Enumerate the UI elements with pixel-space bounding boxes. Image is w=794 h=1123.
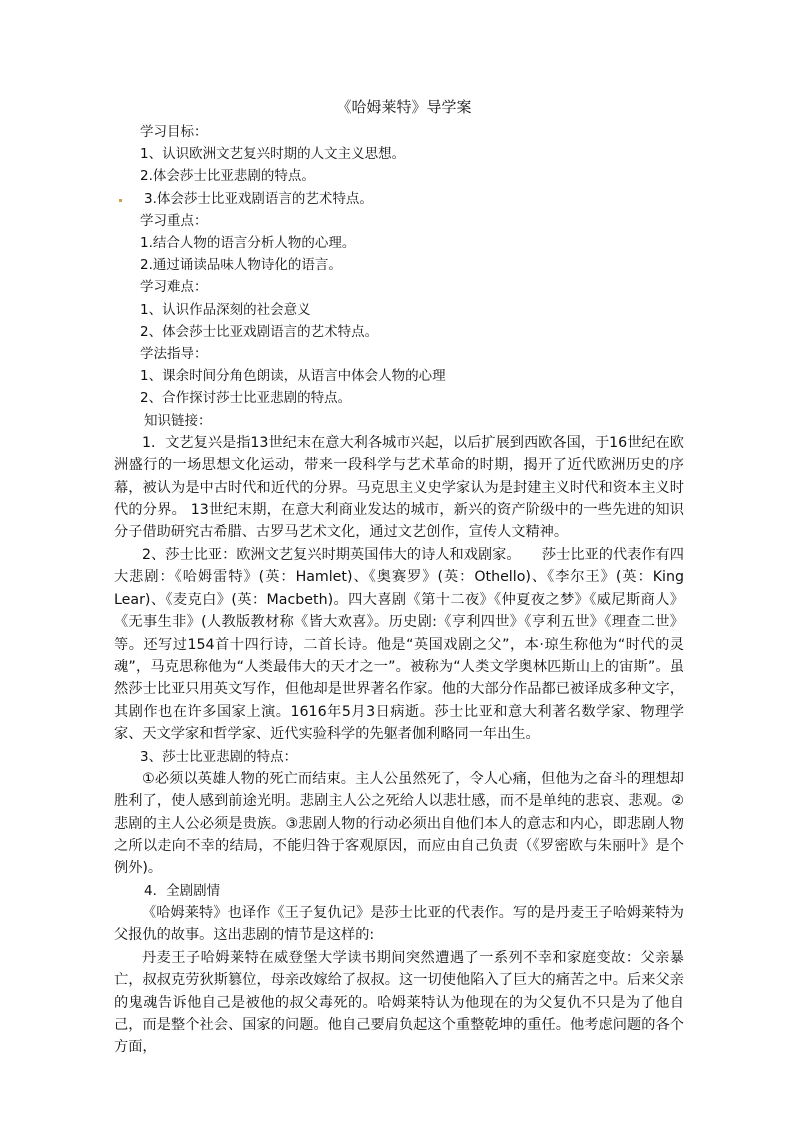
plot-intro-paragraph: 《哈姆莱特》也译作《王子复仇记》是莎士比亚的代表作。写的是丹麦王子哈姆莱特为父报仇的故事。这出悲剧的情节是这样的: bbox=[114, 904, 684, 944]
objectives-heading: 学习目标： bbox=[140, 124, 208, 140]
shakespeare-paragraph: 2、莎士比亚：欧洲文艺复兴时期英国伟大的诗人和戏剧家。 莎士比亚的代表作有四大悲剧：《哈姆雷特》(英：Hamlet)、《奥赛罗》(英：Othello)、《李尔王》(英：King Lear)、《麦克白》(英：Macbeth)。四大喜剧《第十二夜》《仲夏夜之梦》《威尼斯商人》《无事生非》(人教版教材称《皆大欢喜》。历史剧:《亨利四世》《亨利五世》《理查二世》等。还写过154首十四行诗，二首长诗。他是“英国戏剧之父”，本·琼生称他为“时代的灵魂”，马克思称他为“人类最伟大的天才之一”。被称为“人类文学奥林匹斯山上的宙斯”。虽然莎士比亚只用英文写作，但他却是世界著名作家。他的大部分作品都已被译成多种文字，其剧作也在许多国家上演。1616年5月3日病逝。莎士比亚和意大利著名数学家、物理学家、天文学家和哲学家、近代实验科学的先躯者伽利略同一年出生。 bbox=[114, 546, 684, 743]
objective-item-1: 1、认识欧洲文艺复兴时期的人文主义思想。 bbox=[140, 146, 406, 163]
objective-item-3: 3.体会莎士比亚戏剧语言的艺术特点。 bbox=[144, 190, 373, 207]
method-heading: 学法指导： bbox=[140, 346, 208, 363]
difficulties-heading: 学习难点： bbox=[140, 279, 208, 296]
renaissance-paragraph: 1．文艺复兴是指13世纪末在意大利各城市兴起，以后扩展到西欧各国，于16世纪在欧洲盛行的一场思想文化运动，带来一段科学与艺术革命的时期，揭开了近代欧洲历史的序幕，被认为是中古时代和近代的分界。马克思主义史学家认为是封建主义时代和资本主义时代的分界。 13世纪末期，在意大利商业发达的城市，新兴的资产阶级中的一些先进的知识分子借助研究古希腊、古罗马艺术文化，通过文艺创作，宣传人文精神。 bbox=[114, 434, 684, 541]
method-item-2: 2、合作探讨莎士比亚悲剧的特点。 bbox=[140, 390, 352, 407]
method-item-1: 1、课余时间分角色朗读，从语言中体会人物的心理 bbox=[140, 368, 446, 385]
document-page bbox=[114, 96, 684, 1059]
difficulty-item-1: 1、认识作品深刻的社会意义 bbox=[140, 301, 311, 318]
difficulty-item-2: 2、体会莎士比亚戏剧语言的艺术特点。 bbox=[140, 323, 379, 340]
key-point-item-1: 1.结合人物的语言分析人物的心理。 bbox=[140, 235, 356, 252]
key-point-item-2: 2.通过诵读品味人物诗化的语言。 bbox=[140, 257, 342, 274]
plot-summary-paragraph: 丹麦王子哈姆莱特在威登堡大学读书期间突然遭遇了一系列不幸和家庭变故：父亲暴亡，叔叔克劳狄斯篡位，母亲改嫁给了叔叔。这一切使他陷入了巨大的痛苦之中。后来父亲的鬼魂告诉他自己是被他的叔父毒死的。哈姆莱特认为他现在的为父复仇不只是为了他自己，而是整个社会、国家的问题。他自己要肩负起这个重整乾坤的重任。他考虑问题的各个方面， bbox=[114, 949, 684, 1056]
tragedy-features-paragraph: ①必须以英雄人物的死亡而结束。主人公虽然死了，令人心痛，但他为之奋斗的理想却胜利了，使人感到前途光明。悲剧主人公之死给人以悲壮感，而不是单纯的悲哀、悲观。②悲剧的主人公必须是贵族。③悲剧人物的行动必须出自他们本人的意志和内心，即悲剧人物之所以走向不幸的结局，不能归咎于客观原因，而应由自己负责（《罗密欧与朱丽叶》是个例外)。 bbox=[114, 770, 684, 877]
knowledge-heading: 知识链接： bbox=[144, 412, 212, 429]
page-title: 《哈姆莱特》导学案 bbox=[336, 98, 472, 116]
key-points-heading: 学习重点： bbox=[140, 212, 208, 229]
objective-item-2: 2.体会莎士比亚悲剧的特点。 bbox=[140, 168, 315, 185]
plot-heading: 4．全剧剧情 bbox=[144, 882, 221, 899]
tragedy-features-heading: 3、莎士比亚悲剧的特点： bbox=[140, 748, 298, 765]
